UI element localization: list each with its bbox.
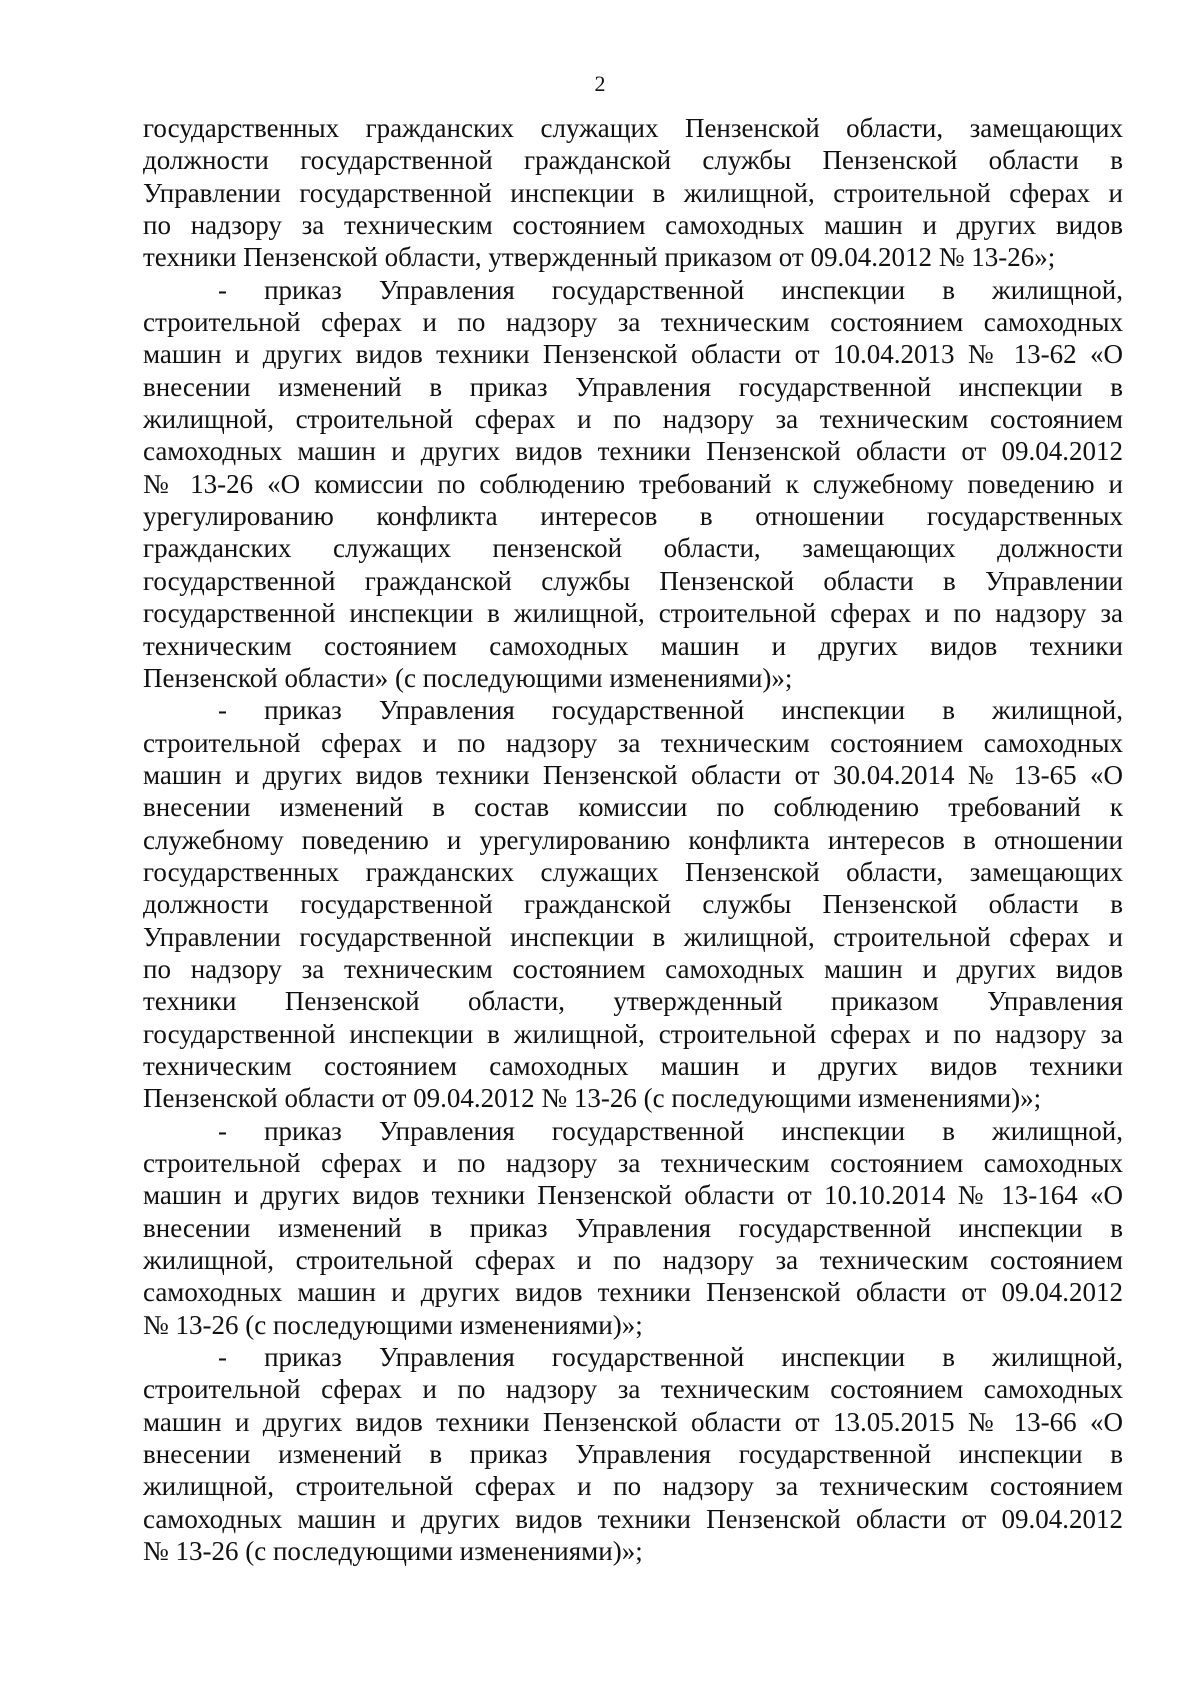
text-line: жилищной, строительной сферах и по надзору за техническим состоянием: [143, 1471, 1123, 1502]
text-line: машин и других видов техники Пензенской области от 10.10.2014 № 13-164 «О: [143, 1180, 1123, 1211]
text-line: государственной инспекции в жилищной, строительной сферах и по надзору за: [143, 1018, 1123, 1049]
text-line: - приказ Управления государственной инспекции в жилищной,: [218, 695, 1123, 726]
text-line: самоходных машин и других видов техники Пензенской области от 09.04.2012: [143, 1503, 1123, 1534]
text-line: техническим состоянием самоходных машин и других видов техники: [143, 630, 1123, 661]
text-line: строительной сферах и по надзору за техническим состоянием самоходных: [143, 1374, 1123, 1405]
text-line: - приказ Управления государственной инспекции в жилищной,: [218, 1342, 1123, 1373]
text-line: - приказ Управления государственной инспекции в жилищной,: [218, 1115, 1123, 1146]
text-line: № 13-26 «О комиссии по соблюдению требований к служебному поведению и: [143, 468, 1123, 499]
text-line: внесении изменений в приказ Управления государственной инспекции в: [143, 1439, 1123, 1470]
text-line: государственных гражданских служащих Пензенской области, замещающих: [143, 856, 1123, 887]
text-line: внесении изменений в приказ Управления государственной инспекции в: [143, 1212, 1123, 1243]
text-line: служебному поведению и урегулированию конфликта интересов в отношении: [143, 824, 1123, 855]
text-line: строительной сферах и по надзору за техническим состоянием самоходных: [143, 307, 1123, 338]
text-line: по надзору за техническим состоянием самоходных машин и других видов: [143, 210, 1123, 241]
text-line: жилищной, строительной сферах и по надзору за техническим состоянием: [143, 1245, 1123, 1276]
text-line: внесении изменений в состав комиссии по соблюдению требований к: [143, 792, 1123, 823]
text-line: - приказ Управления государственной инспекции в жилищной,: [218, 274, 1123, 305]
text-line: жилищной, строительной сферах и по надзору за техническим состоянием: [143, 404, 1123, 435]
text-line: самоходных машин и других видов техники Пензенской области от 09.04.2012: [143, 436, 1123, 467]
text-line: должности государственной гражданской службы Пензенской области в: [143, 145, 1123, 176]
text-line: техники Пензенской области, утвержденный приказом Управления: [143, 986, 1123, 1017]
text-line: техническим состоянием самоходных машин и других видов техники: [143, 1050, 1123, 1081]
text-line: строительной сферах и по надзору за техническим состоянием самоходных: [143, 1148, 1123, 1178]
text-line: самоходных машин и других видов техники Пензенской области от 09.04.2012: [143, 1277, 1123, 1308]
text-line: Управлении государственной инспекции в жилищной, строительной сферах и: [143, 921, 1123, 952]
text-line: Пензенской области от 09.04.2012 № 13-26 (с последующими изменениями)»;: [143, 1083, 1042, 1114]
text-line: должности государственной гражданской службы Пензенской области в: [143, 889, 1123, 920]
text-line: урегулированию конфликта интересов в отношении государственных: [143, 501, 1123, 532]
text-line: машин и других видов техники Пензенской области от 10.04.2013 № 13-62 «О: [143, 339, 1123, 370]
text-line: Управлении государственной инспекции в жилищной, строительной сферах и: [143, 177, 1123, 208]
text-line: машин и других видов техники Пензенской области от 13.05.2015 № 13-66 «О: [143, 1406, 1123, 1437]
text-line: № 13-26 (с последующими изменениями)»;: [143, 1536, 643, 1567]
text-line: государственной инспекции в жилищной, строительной сферах и по надзору за: [143, 598, 1123, 629]
document-body: [143, 112, 1123, 1567]
text-line: по надзору за техническим состоянием самоходных машин и других видов: [143, 953, 1123, 984]
text-line: машин и других видов техники Пензенской области от 30.04.2014 № 13-65 «О: [143, 759, 1123, 790]
text-line: гражданских служащих пензенской области, замещающих должности: [143, 533, 1123, 564]
text-line: государственных гражданских служащих Пензенской области, замещающих: [143, 113, 1123, 143]
text-line: государственной гражданской службы Пензенской области в Управлении: [143, 565, 1123, 596]
page-number: 2: [594, 71, 606, 96]
text-line: Пензенской области» (с последующими изменениями)»;: [143, 662, 793, 693]
text-line: техники Пензенской области, утвержденный приказом от 09.04.2012 № 13-26»;: [143, 242, 1056, 273]
text-line: № 13-26 (с последующими изменениями)»;: [143, 1309, 643, 1340]
text-line: внесении изменений в приказ Управления государственной инспекции в: [143, 371, 1123, 402]
text-line: строительной сферах и по надзору за техническим состоянием самоходных: [143, 727, 1123, 758]
